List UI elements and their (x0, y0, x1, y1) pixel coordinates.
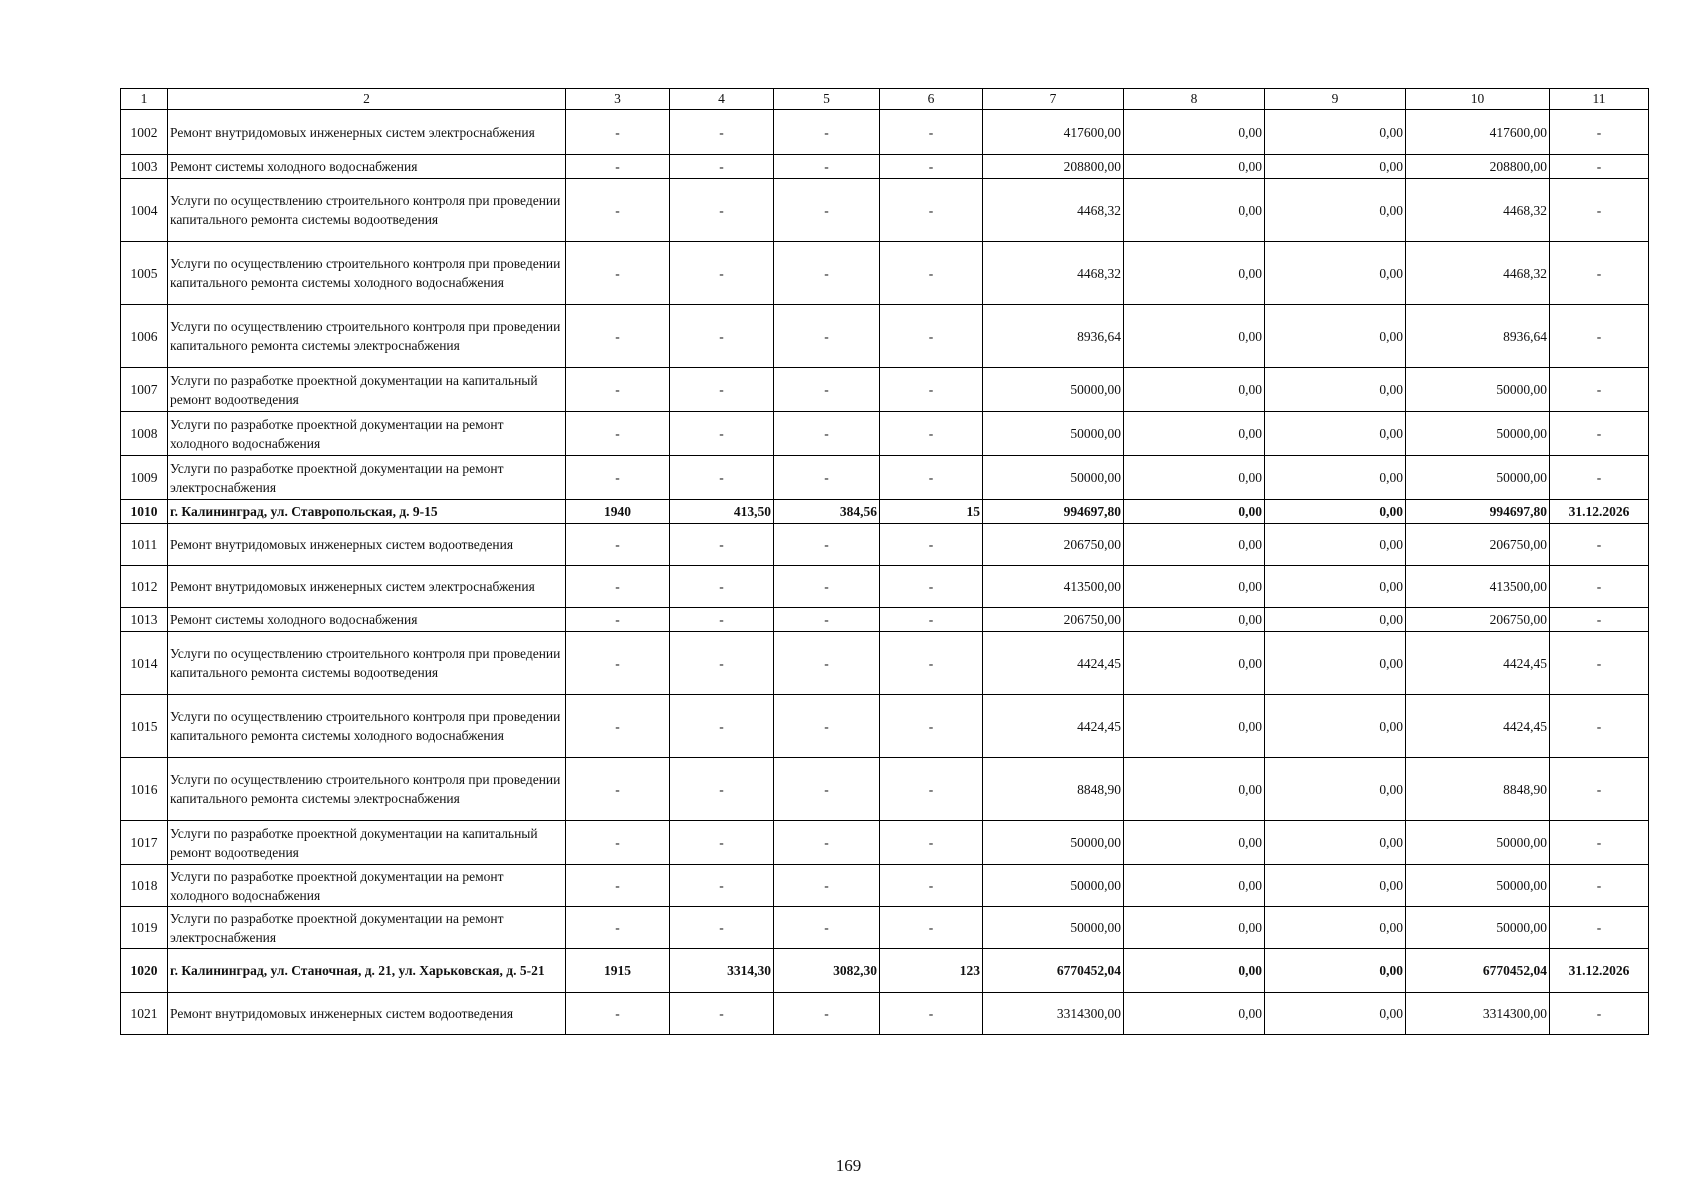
table-row (121, 412, 1649, 456)
description-cell: Ремонт системы холодного водоснабжения (168, 608, 566, 632)
description-cell: Ремонт системы холодного водоснабжения (168, 155, 566, 179)
value-cell: 0,00 (1124, 500, 1265, 524)
header-cell: 2 (168, 89, 566, 110)
area-cell: 413,50 (670, 500, 774, 524)
living-area-cell: - (774, 524, 880, 566)
cost-cell: 994697,80 (1406, 500, 1550, 524)
total-cost-cell: 8936,64 (983, 305, 1124, 368)
total-cost-cell: 417600,00 (983, 110, 1124, 155)
total-cost-cell: 50000,00 (983, 907, 1124, 949)
description-cell: Услуги по осуществлению строительного контроля при проведении капитального ремонта системы водоотведения (168, 179, 566, 242)
cost-cell: 50000,00 (1406, 865, 1550, 907)
value-cell: 0,00 (1124, 608, 1265, 632)
living-area-cell: - (774, 305, 880, 368)
value-cell: 0,00 (1265, 110, 1406, 155)
description-cell: Услуги по разработке проектной документации на ремонт холодного водоснабжения (168, 412, 566, 456)
description-cell: Услуги по осуществлению строительного контроля при проведении капитального ремонта системы водоотведения (168, 632, 566, 695)
column-number-row (121, 89, 1649, 110)
year-cell: - (566, 865, 670, 907)
residents-cell: - (880, 865, 983, 907)
header-cell: 5 (774, 89, 880, 110)
table-row (121, 242, 1649, 305)
living-area-cell: - (774, 907, 880, 949)
year-cell: - (566, 632, 670, 695)
area-cell: 3314,30 (670, 949, 774, 993)
deadline-cell: - (1550, 155, 1649, 179)
value-cell: 0,00 (1124, 110, 1265, 155)
value-cell: 0,00 (1265, 155, 1406, 179)
residents-cell: - (880, 305, 983, 368)
value-cell: 0,00 (1265, 758, 1406, 821)
residents-cell: - (880, 632, 983, 695)
area-cell: - (670, 524, 774, 566)
total-cost-cell: 208800,00 (983, 155, 1124, 179)
area-cell: - (670, 412, 774, 456)
row-number-cell: 1003 (121, 155, 168, 179)
residents-cell: - (880, 179, 983, 242)
value-cell: 0,00 (1265, 179, 1406, 242)
cost-cell: 4468,32 (1406, 179, 1550, 242)
year-cell: - (566, 993, 670, 1035)
header-cell: 7 (983, 89, 1124, 110)
cost-cell: 50000,00 (1406, 368, 1550, 412)
deadline-cell: - (1550, 179, 1649, 242)
description-cell: г. Калининград, ул. Станочная, д. 21, ул. Харьковская, д. 5-21 (168, 949, 566, 993)
area-cell: - (670, 608, 774, 632)
deadline-cell: - (1550, 907, 1649, 949)
area-cell: - (670, 179, 774, 242)
row-number-cell: 1011 (121, 524, 168, 566)
residents-cell: - (880, 412, 983, 456)
table-row (121, 456, 1649, 500)
residents-cell: - (880, 907, 983, 949)
total-cost-cell: 6770452,04 (983, 949, 1124, 993)
row-number-cell: 1007 (121, 368, 168, 412)
area-cell: - (670, 758, 774, 821)
header-cell: 9 (1265, 89, 1406, 110)
deadline-cell: - (1550, 821, 1649, 865)
living-area-cell: - (774, 608, 880, 632)
area-cell: - (670, 566, 774, 608)
table-row (121, 821, 1649, 865)
living-area-cell: - (774, 993, 880, 1035)
area-cell: - (670, 110, 774, 155)
header-cell: 3 (566, 89, 670, 110)
residents-cell: 15 (880, 500, 983, 524)
value-cell: 0,00 (1265, 242, 1406, 305)
residents-cell: - (880, 993, 983, 1035)
header-cell: 4 (670, 89, 774, 110)
value-cell: 0,00 (1265, 695, 1406, 758)
year-cell: 1940 (566, 500, 670, 524)
value-cell: 0,00 (1124, 566, 1265, 608)
residents-cell: 123 (880, 949, 983, 993)
living-area-cell: - (774, 179, 880, 242)
area-cell: - (670, 632, 774, 695)
value-cell: 0,00 (1265, 865, 1406, 907)
deadline-cell: - (1550, 993, 1649, 1035)
residents-cell: - (880, 456, 983, 500)
header-cell: 10 (1406, 89, 1550, 110)
table-row (121, 110, 1649, 155)
living-area-cell: 384,56 (774, 500, 880, 524)
value-cell: 0,00 (1265, 305, 1406, 368)
cost-cell: 417600,00 (1406, 110, 1550, 155)
living-area-cell: - (774, 412, 880, 456)
value-cell: 0,00 (1124, 412, 1265, 456)
header-cell: 11 (1550, 89, 1649, 110)
year-cell: - (566, 412, 670, 456)
year-cell: - (566, 566, 670, 608)
total-cost-cell: 413500,00 (983, 566, 1124, 608)
total-cost-cell: 206750,00 (983, 608, 1124, 632)
living-area-cell: - (774, 695, 880, 758)
value-cell: 0,00 (1124, 524, 1265, 566)
area-cell: - (670, 368, 774, 412)
living-area-cell: 3082,30 (774, 949, 880, 993)
header-cell: 8 (1124, 89, 1265, 110)
row-number-cell: 1005 (121, 242, 168, 305)
year-cell: - (566, 242, 670, 305)
cost-cell: 50000,00 (1406, 907, 1550, 949)
area-cell: - (670, 821, 774, 865)
cost-cell: 50000,00 (1406, 821, 1550, 865)
value-cell: 0,00 (1265, 456, 1406, 500)
area-cell: - (670, 865, 774, 907)
deadline-cell: - (1550, 242, 1649, 305)
total-cost-cell: 50000,00 (983, 865, 1124, 907)
cost-cell: 4468,32 (1406, 242, 1550, 305)
table-row (121, 608, 1649, 632)
residents-cell: - (880, 524, 983, 566)
row-number-cell: 1017 (121, 821, 168, 865)
area-cell: - (670, 155, 774, 179)
area-cell: - (670, 305, 774, 368)
row-number-cell: 1019 (121, 907, 168, 949)
value-cell: 0,00 (1124, 456, 1265, 500)
table-row (121, 695, 1649, 758)
living-area-cell: - (774, 821, 880, 865)
total-cost-cell: 8848,90 (983, 758, 1124, 821)
row-number-cell: 1020 (121, 949, 168, 993)
cost-cell: 3314300,00 (1406, 993, 1550, 1035)
description-cell: Ремонт внутридомовых инженерных систем водоотведения (168, 524, 566, 566)
year-cell: 1915 (566, 949, 670, 993)
table-row (121, 179, 1649, 242)
table-row (121, 566, 1649, 608)
total-cost-cell: 4424,45 (983, 695, 1124, 758)
residents-cell: - (880, 155, 983, 179)
year-cell: - (566, 179, 670, 242)
deadline-cell: - (1550, 695, 1649, 758)
value-cell: 0,00 (1124, 949, 1265, 993)
value-cell: 0,00 (1124, 368, 1265, 412)
row-number-cell: 1014 (121, 632, 168, 695)
description-cell: Ремонт внутридомовых инженерных систем электроснабжения (168, 110, 566, 155)
deadline-cell: - (1550, 566, 1649, 608)
row-number-cell: 1021 (121, 993, 168, 1035)
year-cell: - (566, 821, 670, 865)
value-cell: 0,00 (1265, 993, 1406, 1035)
value-cell: 0,00 (1124, 695, 1265, 758)
value-cell: 0,00 (1265, 524, 1406, 566)
total-cost-cell: 4468,32 (983, 242, 1124, 305)
value-cell: 0,00 (1265, 500, 1406, 524)
residents-cell: - (880, 566, 983, 608)
residents-cell: - (880, 608, 983, 632)
description-cell: Услуги по осуществлению строительного контроля при проведении капитального ремонта системы холодного водоснабжения (168, 242, 566, 305)
description-cell: Ремонт внутридомовых инженерных систем электроснабжения (168, 566, 566, 608)
value-cell: 0,00 (1124, 179, 1265, 242)
row-number-cell: 1018 (121, 865, 168, 907)
deadline-cell: - (1550, 110, 1649, 155)
residents-cell: - (880, 242, 983, 305)
area-cell: - (670, 456, 774, 500)
cost-cell: 4424,45 (1406, 632, 1550, 695)
residents-cell: - (880, 821, 983, 865)
cost-cell: 208800,00 (1406, 155, 1550, 179)
cost-cell: 206750,00 (1406, 608, 1550, 632)
cost-cell: 50000,00 (1406, 456, 1550, 500)
value-cell: 0,00 (1265, 949, 1406, 993)
description-cell: Услуги по осуществлению строительного контроля при проведении капитального ремонта системы электроснабжения (168, 305, 566, 368)
deadline-cell: - (1550, 456, 1649, 500)
description-cell: Услуги по разработке проектной документации на ремонт электроснабжения (168, 456, 566, 500)
value-cell: 0,00 (1124, 993, 1265, 1035)
area-cell: - (670, 695, 774, 758)
cost-cell: 206750,00 (1406, 524, 1550, 566)
row-number-cell: 1015 (121, 695, 168, 758)
living-area-cell: - (774, 632, 880, 695)
description-cell: Услуги по разработке проектной документации на капитальный ремонт водоотведения (168, 821, 566, 865)
description-cell: Услуги по осуществлению строительного контроля при проведении капитального ремонта системы электроснабжения (168, 758, 566, 821)
row-number-cell: 1006 (121, 305, 168, 368)
living-area-cell: - (774, 865, 880, 907)
deadline-cell: 31.12.2026 (1550, 949, 1649, 993)
year-cell: - (566, 155, 670, 179)
total-cost-cell: 4468,32 (983, 179, 1124, 242)
description-cell: Услуги по разработке проектной документации на ремонт холодного водоснабжения (168, 865, 566, 907)
row-number-cell: 1012 (121, 566, 168, 608)
header-cell: 1 (121, 89, 168, 110)
value-cell: 0,00 (1265, 821, 1406, 865)
value-cell: 0,00 (1124, 305, 1265, 368)
row-number-cell: 1016 (121, 758, 168, 821)
table-row (121, 524, 1649, 566)
living-area-cell: - (774, 110, 880, 155)
table-row (121, 632, 1649, 695)
value-cell: 0,00 (1124, 821, 1265, 865)
year-cell: - (566, 368, 670, 412)
year-cell: - (566, 907, 670, 949)
description-cell: Ремонт внутридомовых инженерных систем водоотведения (168, 993, 566, 1035)
row-number-cell: 1010 (121, 500, 168, 524)
total-cost-cell: 206750,00 (983, 524, 1124, 566)
table-row (121, 368, 1649, 412)
table-row (121, 305, 1649, 368)
year-cell: - (566, 110, 670, 155)
area-cell: - (670, 242, 774, 305)
total-cost-cell: 50000,00 (983, 412, 1124, 456)
living-area-cell: - (774, 456, 880, 500)
year-cell: - (566, 456, 670, 500)
living-area-cell: - (774, 368, 880, 412)
row-number-cell: 1009 (121, 456, 168, 500)
row-number-cell: 1013 (121, 608, 168, 632)
deadline-cell: - (1550, 608, 1649, 632)
value-cell: 0,00 (1124, 758, 1265, 821)
deadline-cell: - (1550, 524, 1649, 566)
table-row (121, 500, 1649, 524)
page-number: 169 (835, 1156, 862, 1175)
table-row (121, 907, 1649, 949)
deadline-cell: - (1550, 305, 1649, 368)
residents-cell: - (880, 368, 983, 412)
value-cell: 0,00 (1265, 907, 1406, 949)
value-cell: 0,00 (1265, 368, 1406, 412)
value-cell: 0,00 (1124, 155, 1265, 179)
value-cell: 0,00 (1265, 412, 1406, 456)
row-number-cell: 1004 (121, 179, 168, 242)
value-cell: 0,00 (1124, 242, 1265, 305)
living-area-cell: - (774, 242, 880, 305)
header-cell: 6 (880, 89, 983, 110)
living-area-cell: - (774, 155, 880, 179)
value-cell: 0,00 (1124, 632, 1265, 695)
value-cell: 0,00 (1265, 632, 1406, 695)
total-cost-cell: 50000,00 (983, 456, 1124, 500)
total-cost-cell: 3314300,00 (983, 993, 1124, 1035)
cost-cell: 8936,64 (1406, 305, 1550, 368)
table-row (121, 758, 1649, 821)
description-cell: Услуги по разработке проектной документации на ремонт электроснабжения (168, 907, 566, 949)
area-cell: - (670, 993, 774, 1035)
description-cell: г. Калининград, ул. Ставропольская, д. 9-15 (168, 500, 566, 524)
living-area-cell: - (774, 758, 880, 821)
capital-repair-table (120, 88, 1649, 1035)
table-row (121, 949, 1649, 993)
table-row (121, 155, 1649, 179)
row-number-cell: 1002 (121, 110, 168, 155)
cost-cell: 50000,00 (1406, 412, 1550, 456)
year-cell: - (566, 305, 670, 368)
cost-cell: 4424,45 (1406, 695, 1550, 758)
row-number-cell: 1008 (121, 412, 168, 456)
residents-cell: - (880, 758, 983, 821)
year-cell: - (566, 608, 670, 632)
deadline-cell: - (1550, 412, 1649, 456)
area-cell: - (670, 907, 774, 949)
year-cell: - (566, 524, 670, 566)
total-cost-cell: 50000,00 (983, 821, 1124, 865)
description-cell: Услуги по осуществлению строительного контроля при проведении капитального ремонта системы холодного водоснабжения (168, 695, 566, 758)
deadline-cell: 31.12.2026 (1550, 500, 1649, 524)
deadline-cell: - (1550, 758, 1649, 821)
deadline-cell: - (1550, 865, 1649, 907)
deadline-cell: - (1550, 368, 1649, 412)
residents-cell: - (880, 110, 983, 155)
year-cell: - (566, 695, 670, 758)
cost-cell: 6770452,04 (1406, 949, 1550, 993)
value-cell: 0,00 (1265, 566, 1406, 608)
value-cell: 0,00 (1124, 907, 1265, 949)
deadline-cell: - (1550, 632, 1649, 695)
residents-cell: - (880, 695, 983, 758)
table-row (121, 993, 1649, 1035)
total-cost-cell: 994697,80 (983, 500, 1124, 524)
value-cell: 0,00 (1124, 865, 1265, 907)
living-area-cell: - (774, 566, 880, 608)
total-cost-cell: 50000,00 (983, 368, 1124, 412)
table-row (121, 865, 1649, 907)
total-cost-cell: 4424,45 (983, 632, 1124, 695)
cost-cell: 8848,90 (1406, 758, 1550, 821)
year-cell: - (566, 758, 670, 821)
value-cell: 0,00 (1265, 608, 1406, 632)
description-cell: Услуги по разработке проектной документации на капитальный ремонт водоотведения (168, 368, 566, 412)
cost-cell: 413500,00 (1406, 566, 1550, 608)
